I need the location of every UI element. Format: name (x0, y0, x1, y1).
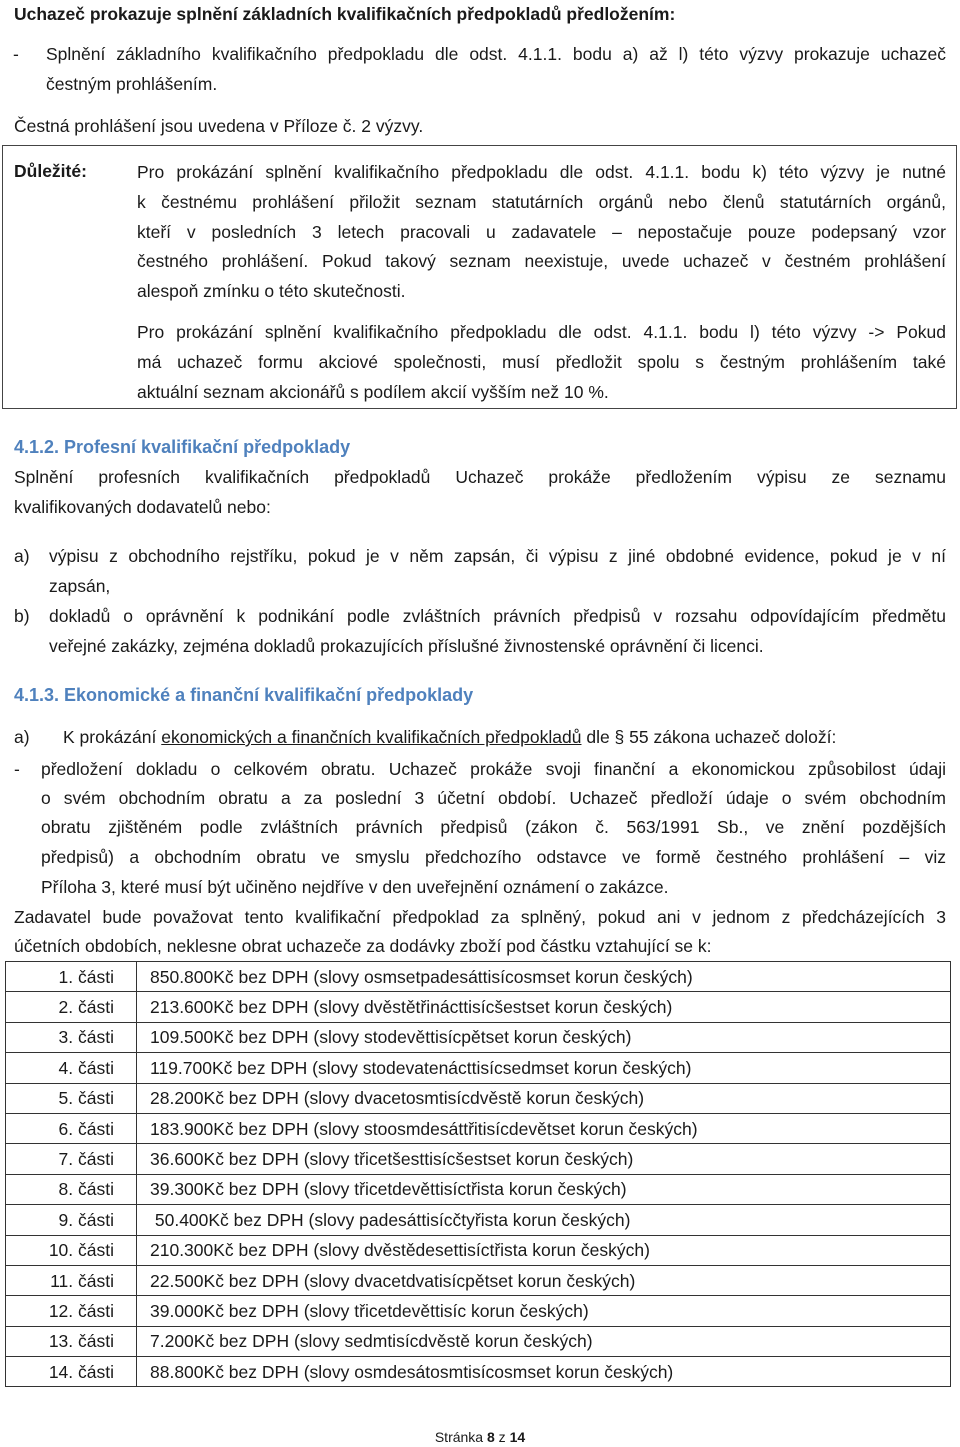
amount-cell: 7.200Kč bez DPH (slovy sedmtisícdvěstě korun českých) (137, 1326, 951, 1356)
amount-cell: 109.500Kč bez DPH (slovy stodevěttisícpětset korun českých) (137, 1022, 951, 1052)
part-number-cell: 5. části (6, 1083, 137, 1113)
table-row (6, 962, 951, 992)
part-number-cell: 13. části (6, 1326, 137, 1356)
table-row (6, 1326, 951, 1356)
item-a-413-text-after: dle § 55 zákona uchazeč doloží: (581, 727, 837, 747)
section-412-intro-line: kvalifikovaných dodavatelů nebo: (14, 497, 271, 517)
dash-marker: - (14, 759, 20, 779)
list-item-a-line: zapsán, (49, 576, 111, 596)
amount-cell: 39.300Kč bez DPH (slovy třicetdevěttisíctřista korun českých) (137, 1174, 951, 1204)
table-row (6, 1296, 951, 1326)
dash-item-line: o svém obchodním obratu a za poslední 3 účetní období. Uchazeč předloží údaje o svém obchodním (41, 788, 946, 808)
table-row (6, 1265, 951, 1295)
important-p1-line: čestného prohlášení. Pokud takový seznam neexistuje, uvede uchazeč v čestném prohlášení (137, 251, 946, 271)
amount-cell: 850.800Kč bez DPH (slovy osmsetpadesáttisícosmset korun českých) (137, 962, 951, 992)
part-number-cell: 1. části (6, 962, 137, 992)
table-row (6, 1205, 951, 1235)
list-marker-a: a) (14, 546, 30, 566)
item-a-413-text-before: K prokázání (63, 727, 162, 747)
table-row (6, 1022, 951, 1052)
intro-bullet-dash: - (13, 44, 19, 64)
dash-item-line: předpisů) a obchodním obratu ve smyslu předchozího odstavce ve formě čestného prohlášení – viz (41, 847, 946, 867)
amount-cell: 22.500Kč bez DPH (slovy dvacetdvatisícpětset korun českých) (137, 1265, 951, 1295)
important-p2-line: má uchazeč formu akciové společnosti, musí předložit spolu s čestným prohlášením také (137, 352, 946, 372)
dash-item-line: obratu zjištěném podle zvláštních právních předpisů (zákon č. 563/1991 Sb., ve znění pozdějších (41, 817, 946, 837)
table-row (6, 992, 951, 1022)
part-number-cell: 14. části (6, 1357, 137, 1387)
page-total: 14 (509, 1429, 526, 1445)
part-number-cell: 7. části (6, 1144, 137, 1174)
amount-cell: 210.300Kč bez DPH (slovy dvěstědesettisíctřista korun českých) (137, 1235, 951, 1265)
important-p2-line: aktuální seznam akcionářů s podílem akcií vyšším než 10 %. (137, 382, 609, 402)
list-item-b-line: veřejné zakázky, zejména dokladů prokazujících příslušné živnostenské oprávnění či licenci. (49, 636, 764, 656)
table-row (6, 1174, 951, 1204)
amount-cell: 28.200Kč bez DPH (slovy dvacetosmtisícdvěstě korun českých) (137, 1083, 951, 1113)
section-412-heading: 4.1.2. Profesní kvalifikační předpoklady (14, 437, 351, 457)
important-p1-line: k čestnému prohlášení přiložit seznam statutárních orgánů nebo členů statutárních orgánů, (137, 192, 946, 212)
amount-cell: 183.900Kč bez DPH (slovy stoosmdesáttřitisícdevětset korun českých) (137, 1113, 951, 1143)
section-413-heading: 4.1.3. Ekonomické a finanční kvalifikační předpoklady (14, 685, 474, 705)
list-marker-a-413: a) (14, 727, 30, 747)
intro-bullet-line-1: Splnění základního kvalifikačního předpokladu dle odst. 4.1.1. bodu a) až l) této výzvy prokazuje uchazeč (46, 44, 946, 64)
annex-note: Čestná prohlášení jsou uvedena v Příloze č. 2 výzvy. (14, 116, 424, 136)
closing-line: účetních obdobích, neklesne obrat uchazeče za dodávky zboží pod částku vztahující se k: (14, 936, 712, 956)
table-row (6, 1357, 951, 1387)
table-row (6, 1083, 951, 1113)
important-p1-line: Pro prokázání splnění kvalifikačního předpokladu dle odst. 4.1.1. bodu k) této výzvy je nutné (137, 162, 946, 182)
table-row (6, 1235, 951, 1265)
part-number-cell: 10. části (6, 1235, 137, 1265)
page-of: z (498, 1429, 506, 1445)
table-row (6, 1144, 951, 1174)
item-a-413-text (63, 722, 836, 752)
closing-line: Zadavatel bude považovat tento kvalifikační předpoklad za splněný, pokud ani v jednom z předcházejících 3 (14, 907, 946, 927)
intro-heading: Uchazeč prokazuje splnění základních kvalifikačních předpokladů předložením: (14, 4, 676, 24)
dash-item-line: Příloha 3, které musí být učiněno nejdříve v den uveřejnění oznámení o zakázce. (41, 877, 669, 897)
amount-cell: 50.400Kč bez DPH (slovy padesáttisícčtyřista korun českých) (137, 1205, 951, 1235)
part-number-cell: 11. části (6, 1265, 137, 1295)
page-word: Stránka (434, 1429, 484, 1445)
section-412-intro-line: Splnění profesních kvalifikačních předpokladů Uchazeč prokáže předložením výpisu ze seznamu (14, 467, 946, 487)
important-p1-line: kteří v posledních 3 letech pracovali u zadavatele – nepostačuje pouze podepsaný vzor (137, 222, 946, 242)
part-number-cell: 12. části (6, 1296, 137, 1326)
list-item-b-line: dokladů o oprávnění k podnikání podle zvláštních právních předpisů v rozsahu odpovídajícím předmětu (49, 606, 946, 626)
part-number-cell: 2. části (6, 992, 137, 1022)
intro-bullet-line-2: čestným prohlášením. (46, 74, 218, 94)
item-a-413-underlined: ekonomických a finančních kvalifikačních předpokladů (161, 727, 582, 747)
amount-cell: 88.800Kč bez DPH (slovy osmdesátosmtisícosmset korun českých) (137, 1357, 951, 1387)
table-row (6, 1113, 951, 1143)
part-number-cell: 8. části (6, 1174, 137, 1204)
page-footer (0, 1428, 960, 1446)
important-p2-line: Pro prokázání splnění kvalifikačního předpokladu dle odst. 4.1.1. bodu l) této výzvy -> Pokud (137, 322, 946, 342)
list-marker-b: b) (14, 606, 30, 626)
list-item-a-line: výpisu z obchodního rejstříku, pokud je v něm zapsán, či výpisu z jiné obdobné evidence, pokud je v ní (49, 546, 946, 566)
table-row (6, 1053, 951, 1083)
amount-cell: 119.700Kč bez DPH (slovy stodevatenácttisícsedmset korun českých) (137, 1053, 951, 1083)
amount-cell: 36.600Kč bez DPH (slovy třicetšesttisícšestset korun českých) (137, 1144, 951, 1174)
part-number-cell: 6. části (6, 1113, 137, 1143)
part-number-cell: 4. části (6, 1053, 137, 1083)
amount-cell: 39.000Kč bez DPH (slovy třicetdevěttisíc korun českých) (137, 1296, 951, 1326)
important-label: Důležité: (14, 161, 87, 181)
dash-item-line: předložení dokladu o celkovém obratu. Uchazeč prokáže svoji finanční a ekonomickou způsobilost údaji (41, 759, 946, 779)
page-current: 8 (486, 1429, 495, 1445)
important-p1-line: alespoň zmínku o této skutečnosti. (137, 281, 406, 301)
amount-cell: 213.600Kč bez DPH (slovy dvěstětřinácttisícšestset korun českých) (137, 992, 951, 1022)
part-number-cell: 9. části (6, 1205, 137, 1235)
parts-amount-table (5, 961, 951, 1387)
part-number-cell: 3. části (6, 1022, 137, 1052)
